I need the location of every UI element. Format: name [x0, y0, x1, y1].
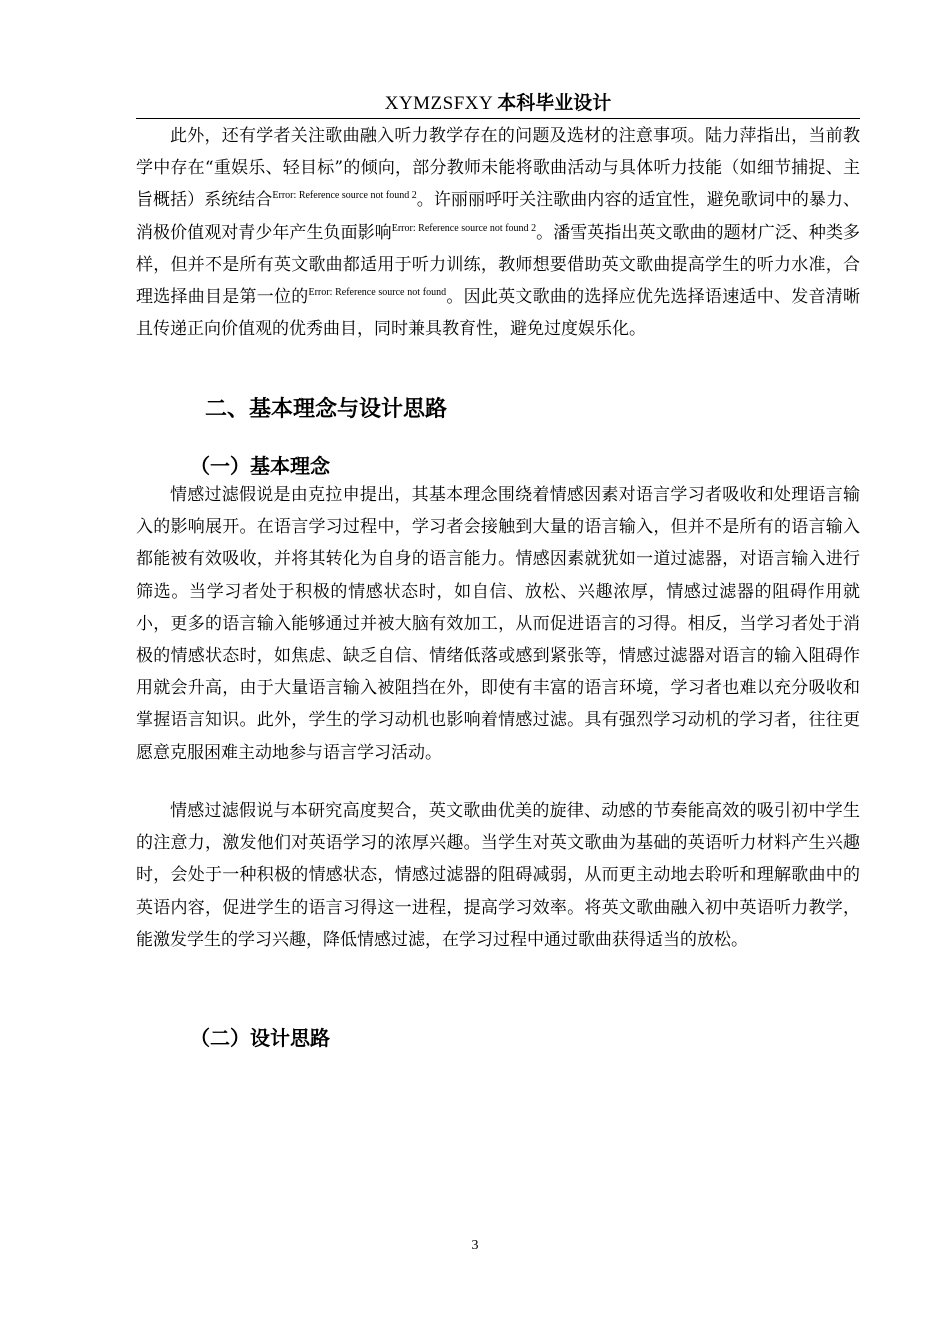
header-title: 本科毕业设计: [497, 92, 612, 114]
reference-error[interactable]: Error: Reference source not found: [308, 287, 447, 299]
paragraph-affective-filter: 情感过滤假说是由克拉申提出，其基本理念围绕着情感因素对语言学习者吸收和处理语言输入的影响展开。在语言学习过程中，学习者会接触到大量的语言输入，但并不是所有的语言输入都能被有效吸收，并将其转化为自身的语言能力。情感因素就犹如一道过滤器，对语言输入进行筛选。当学习者处于积极的情感状态时，如自信、放松、兴趣浓厚，情感过滤器的阻碍作用就小，更多的语言输入能够通过并被大脑有效加工，从而促进语言的习得。相反，当学习者处于消极的情感状态时，如焦虑、缺乏自信、情绪低落或感到紧张等，情感过滤器对语言的输入阻碍作用就会升高，由于大量语言输入被阻挡在外，即使有丰富的语言环境，学习者也难以充分吸收和掌握语言知识。此外，学生的学习动机也影响着情感过滤。具有强烈学习动机的学习者，往往更愿意克服困难主动地参与语言学习活动。: [136, 485, 860, 763]
section-heading: 二、基本理念与设计思路: [205, 397, 448, 422]
page-number: 3: [471, 1238, 479, 1253]
paragraph-text: 。许丽丽呼吁关注歌曲内容的适宜性，避免歌词中的暴力、消极价值观对青少年产生负面影响: [136, 190, 861, 243]
reference-error[interactable]: Error: Reference source not found 2: [272, 190, 417, 202]
paragraph-text: 。因此英文歌曲的选择应优先选择语速适中、发音清晰且传递正向价值观的优秀曲目，同时兼具教育性，避免过度娱乐化。: [136, 287, 861, 340]
subsection-heading-basic-concept: （一）基本理念: [190, 454, 330, 478]
subsection-heading-design: （二）设计思路: [190, 1026, 330, 1050]
paragraph-text: 。潘雪英指出英文歌曲的题材广泛、种类多样，但并不是所有英文歌曲都适用于听力训练，教师想要借助英文歌曲提高学生的听力水准，合理选择曲目是第一位的: [136, 222, 861, 308]
paragraph-research-fit: 情感过滤假说与本研究高度契合，英文歌曲优美的旋律、动感的节奏能高效的吸引初中学生的注意力，激发他们对英语学习的浓厚兴趣。当学生对英文歌曲为基础的英语听力材料产生兴趣时，会处于一种积极的情感状态，情感过滤器的阻碍减弱，从而更主动地去聆听和理解歌曲中的英语内容，促进学生的语言习得这一进程，提高学习效率。将英文歌曲融入初中英语听力教学，能激发学生的学习兴趣，降低情感过滤，在学习过程中通过歌曲获得适当的放松。: [136, 801, 860, 950]
paragraph-song-selection: [136, 120, 860, 345]
header-school-code: XYMZSFXY: [384, 93, 494, 114]
reference-error[interactable]: Error: Reference source not found 2: [391, 222, 537, 234]
page-header: [136, 88, 860, 119]
paragraph-text: 此外，还有学者关注歌曲融入听力教学存在的问题及选材的注意事项。陆力萍指出，当前教学中存在“重娱乐、轻目标”的倾向，部分教师未能将歌曲活动与具体听力技能（如细节捕捉、主旨概括）系统结合: [136, 126, 860, 211]
